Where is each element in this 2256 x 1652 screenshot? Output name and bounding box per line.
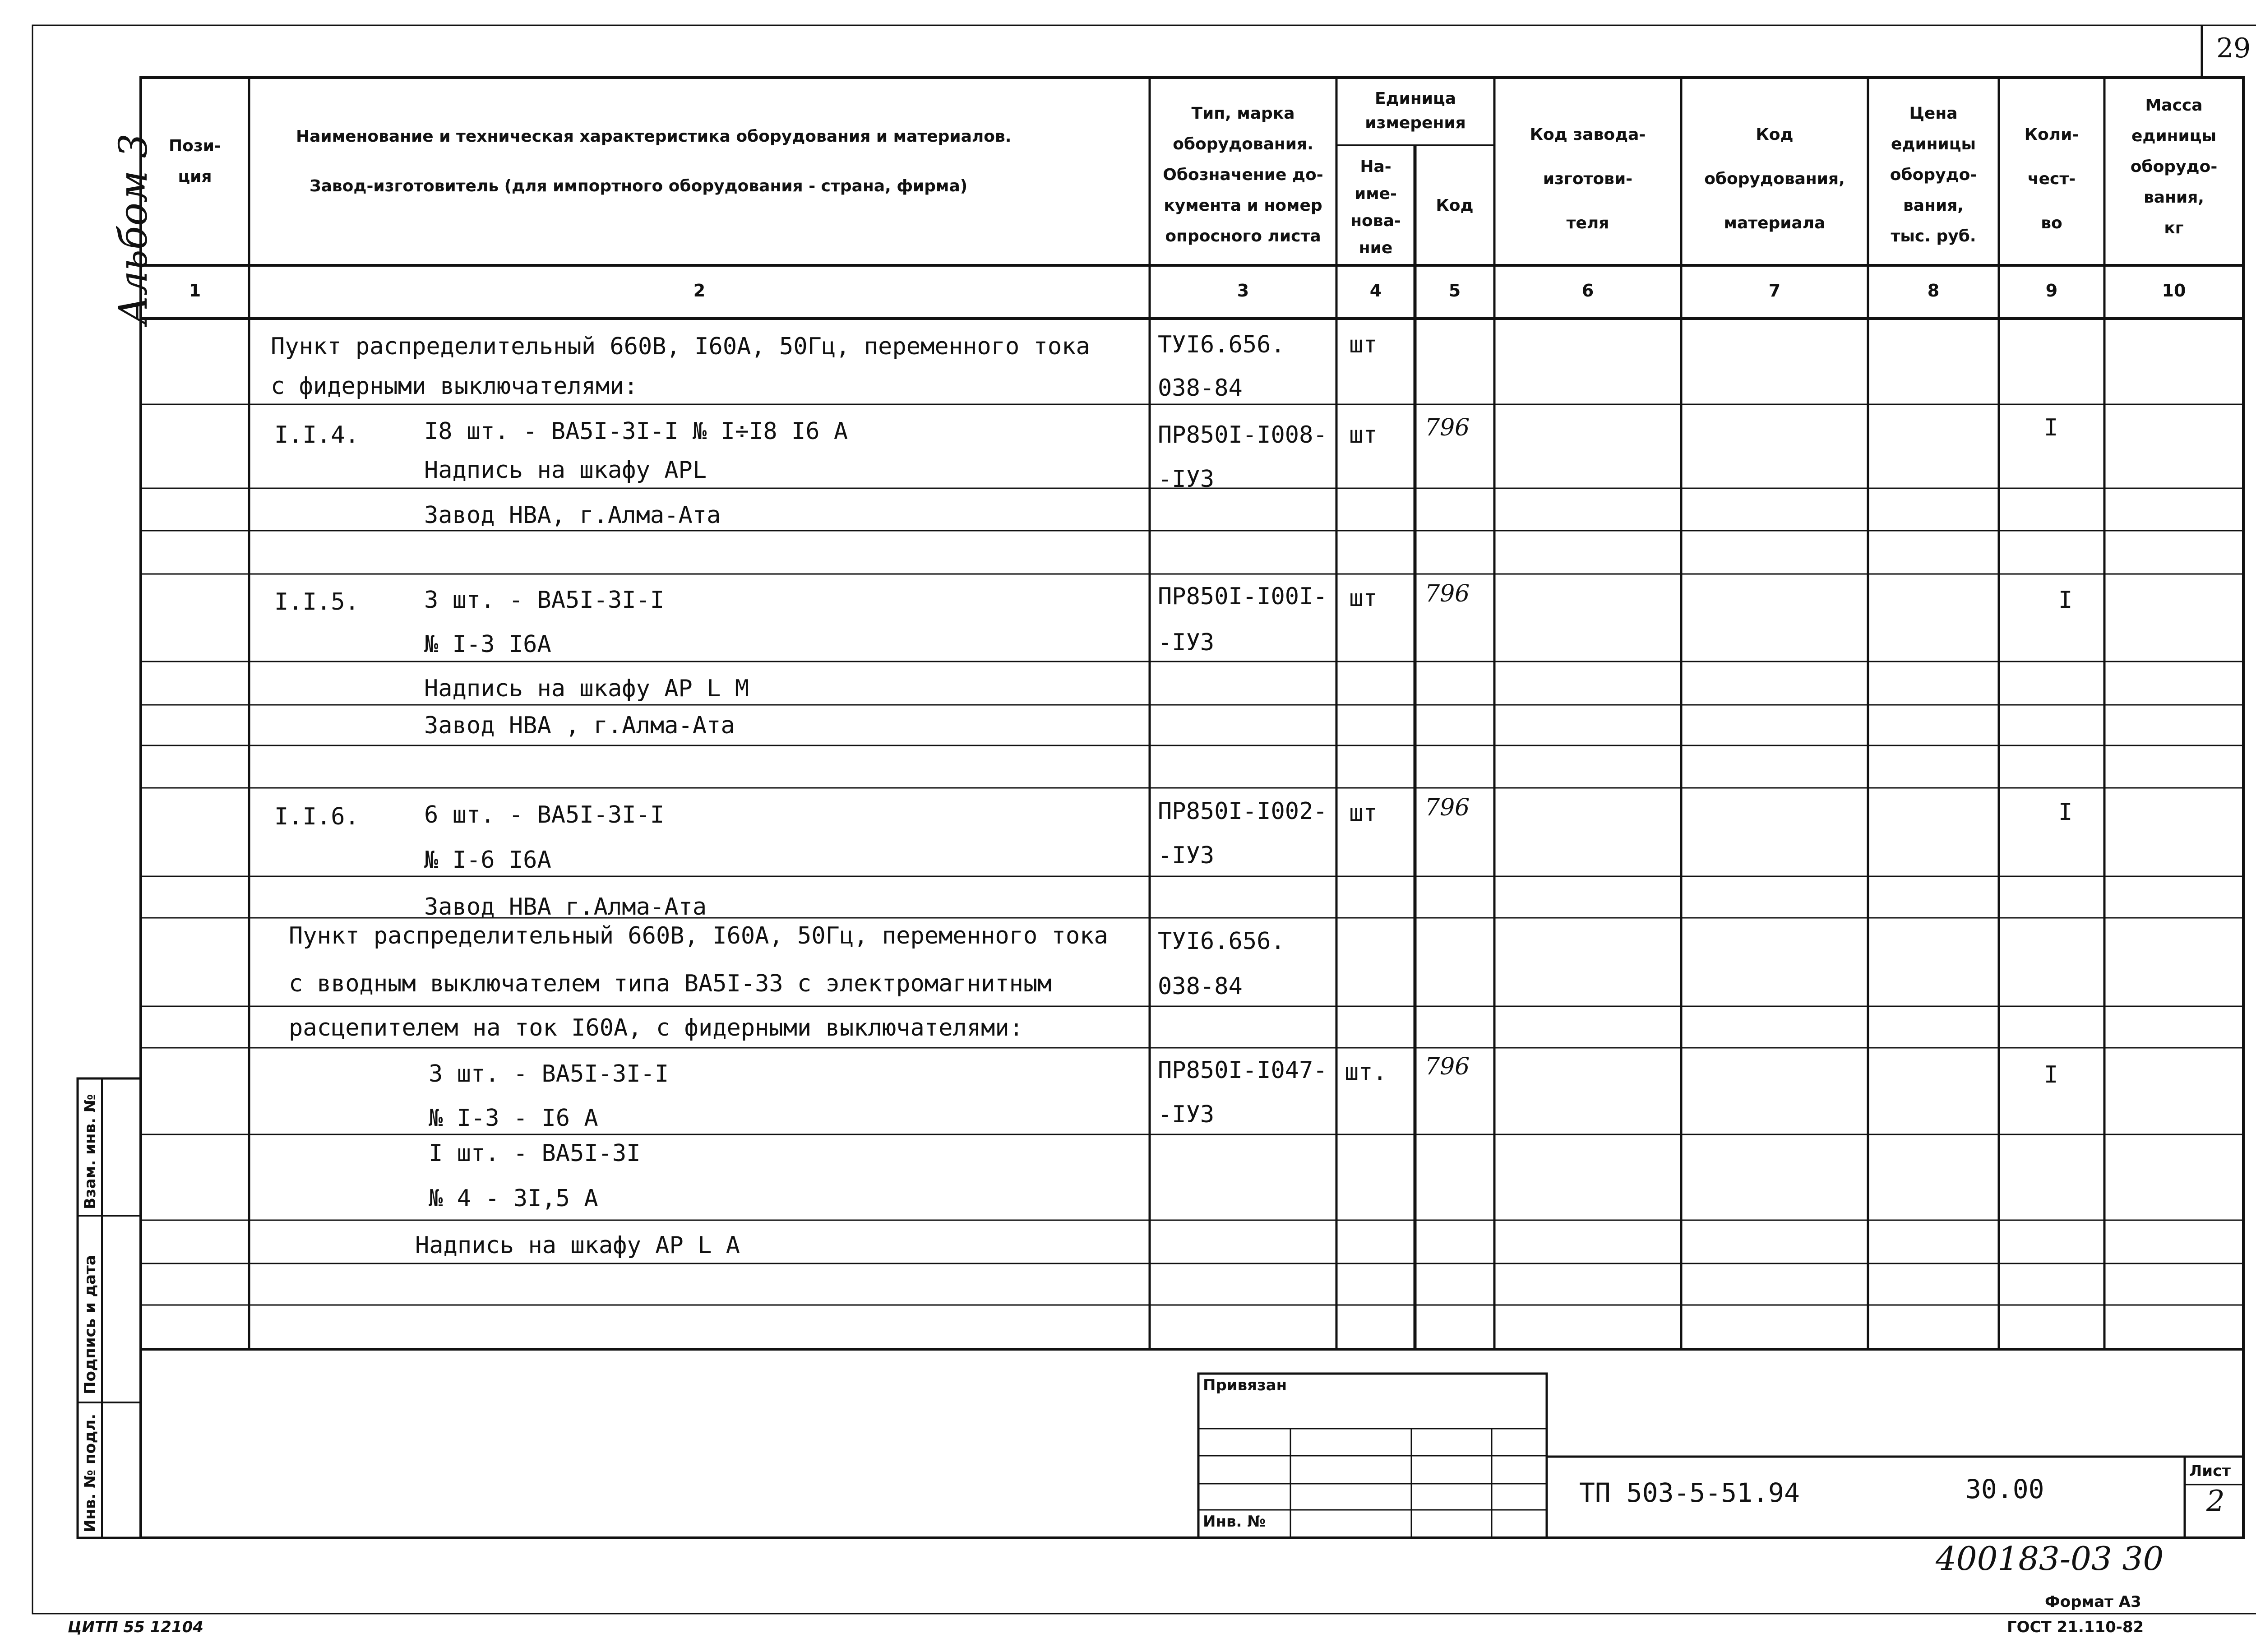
header-col8-line: вания, [1903,196,1964,215]
header-col9-line: чест- [2027,170,2076,188]
item-unit: шт [1349,331,1378,358]
header-col6 [1494,113,1681,245]
header-col8-line: оборудо- [1890,166,1977,184]
item-position: I.I.6. [274,803,359,830]
item-name: с вводным выключателем типа ВА5I-33 с электромагнитным [289,970,1052,997]
list-label: Лист [2189,1462,2231,1480]
item-quantity: I [2058,587,2073,614]
item-unit: шт [1349,800,1378,827]
gost-label: ГОСТ 21.110-82 [2007,1618,2144,1636]
header-col8 [1868,98,1999,252]
item-type: 038-84 [1158,375,1243,402]
header-col9-line: во [2041,214,2062,232]
item-unit-code: 796 [1425,414,1470,441]
item-name: Завод НВА, г.Алма-Ата [424,502,721,529]
header-col1 [141,131,249,192]
title-block-privyazan: Привязан [1203,1376,1287,1394]
item-name: Надпись на шкафу АРL [424,457,707,484]
header-unit-line1: Единица [1375,89,1456,108]
item-type: -IУ3 [1158,629,1215,656]
header-col10-line: единицы [2131,127,2217,145]
column-number: 2 [693,281,706,301]
header-col10-line: вания, [2144,188,2204,207]
header-unit-group [1336,87,1494,135]
header-col2-line1: Наименование и техническая характеристика оборудования и материалов. [296,127,1012,146]
item-position: I.I.4. [274,421,359,449]
item-type: -IУ3 [1158,466,1215,493]
item-unit-code: 796 [1425,580,1470,607]
item-name: Надпись на шкафу АР L M [424,675,749,702]
header-col1-line1: Пози- [169,137,221,155]
header-col7-line: Код [1756,125,1794,144]
item-name: I шт. - ВА5I-3I [429,1140,641,1167]
item-unit-code: 796 [1425,1053,1470,1080]
column-number: 4 [1369,281,1382,301]
header-unit-line2: измерения [1365,114,1466,132]
header-col7 [1681,113,1868,245]
item-name: Завод НВА г.Алма-Ата [424,893,707,921]
header-col6-line: Код завода- [1530,125,1646,144]
item-type: ТУI6.656. [1158,331,1285,358]
item-name: 3 шт. - ВА5I-3I-I [429,1060,669,1087]
item-unit: шт [1349,585,1378,612]
column-number: 8 [1927,281,1940,301]
header-col10-line: оборудо- [2130,157,2218,176]
column-number: 9 [2045,281,2058,301]
column-number: 10 [2162,281,2186,301]
column-number: 3 [1237,281,1249,301]
item-name: с фидерными выключателями: [271,373,638,400]
item-name: № I-3 - I6 А [429,1105,598,1132]
item-quantity: I [2058,799,2073,826]
header-col1-line2: ция [178,167,212,186]
strip-label-signature-date: Подпись и дата [81,1255,99,1394]
printer-label: ЦИТП 55 12104 [68,1618,203,1636]
archive-number: 400183-03 30 [1936,1540,2164,1578]
item-name: I8 шт. - ВА5I-3I-I № I÷I8 I6 А [424,418,848,445]
item-name: № 4 - 3I,5 А [429,1185,598,1212]
column-number: 6 [1581,281,1594,301]
item-name: 6 шт. - ВА5I-3I-I [424,801,665,828]
item-type: -IУ3 [1158,1101,1215,1128]
column-number: 7 [1768,281,1781,301]
item-type: ТУI6.656. [1158,928,1285,955]
item-name: Пункт распределительный 660В, I60А, 50Гц, переменного тока [289,922,1108,949]
header-col8-line: тыс. руб. [1891,227,1976,245]
header-col5: Код [1436,196,1474,215]
header-col4-line: На- [1360,157,1392,176]
item-name: расцепителем на ток I60А, с фидерными выключателями: [289,1014,1023,1041]
list-value: 2 [2206,1485,2225,1518]
header-col7-line: оборудования, [1704,170,1845,188]
header-col4-line: име- [1354,185,1397,203]
header-col3-line: Тип, марка [1191,104,1295,123]
item-name: Пункт распределительный 660В, I60А, 50Гц, переменного тока [271,333,1090,360]
header-col2-line2: Завод-изготовитель (для импортного оборудования - страна, фирма) [310,177,968,195]
item-type: 038-84 [1158,973,1243,1000]
sheet-section: 30.00 [1965,1474,2044,1504]
item-quantity: I [2044,414,2058,441]
item-name: Надпись на шкафу АР L А [415,1232,740,1259]
item-name: 3 шт. - ВА5I-3I-I [424,587,665,614]
header-col4-line: ние [1359,239,1393,257]
header-col3-line: кумента и номер [1164,196,1322,215]
album-label: Альбом 3 [111,133,156,325]
column-number: 5 [1448,281,1461,301]
header-col4-line: нова- [1350,212,1401,230]
item-type: ПР850I-I047- [1158,1057,1327,1084]
strip-label-original-inv: Инв. № подл. [81,1413,99,1532]
item-type: ПР850I-I008- [1158,421,1327,449]
item-quantity: I [2044,1061,2058,1088]
header-col8-line: единицы [1891,135,1976,153]
header-col10 [2104,90,2243,244]
header-col3-line: оборудования. [1173,135,1313,153]
item-name: № I-6 I6А [424,847,551,874]
header-col3-line: опросного листа [1165,227,1321,245]
header-col7-line: материала [1724,214,1826,232]
item-type: -IУ3 [1158,842,1215,869]
header-col9 [1999,113,2104,245]
item-type: ПР850I-I002- [1158,798,1327,825]
header-col8-line: Цена [1909,104,1958,123]
item-name: № I-3 I6А [424,631,551,658]
title-block-inv-no: Инв. № [1203,1513,1266,1531]
header-col10-line: кг [2164,219,2184,237]
header-col3 [1150,98,1336,252]
header-col10-line: Масса [2145,96,2203,115]
format-label: Формат А3 [2045,1593,2141,1611]
document-code: ТП 503-5-51.94 [1579,1477,1800,1508]
header-col6-line: изготови- [1543,170,1633,188]
column-number: 1 [189,281,201,301]
item-unit: шт [1349,421,1378,449]
item-position: I.I.5. [274,588,359,615]
item-unit-code: 796 [1425,794,1470,821]
item-unit: шт. [1345,1059,1387,1086]
item-type: ПР850I-I00I- [1158,583,1327,610]
sheet-number: 29 [2216,32,2251,64]
strip-label-replacement-inv: Взам. инв. № [81,1094,99,1209]
header-col4 [1336,153,1415,262]
header-col3-line: Обозначение до- [1163,166,1323,184]
header-col9-line: Коли- [2024,125,2079,144]
header-col6-line: теля [1566,214,1609,232]
item-name: Завод НВА , г.Алма-Ата [424,712,735,739]
